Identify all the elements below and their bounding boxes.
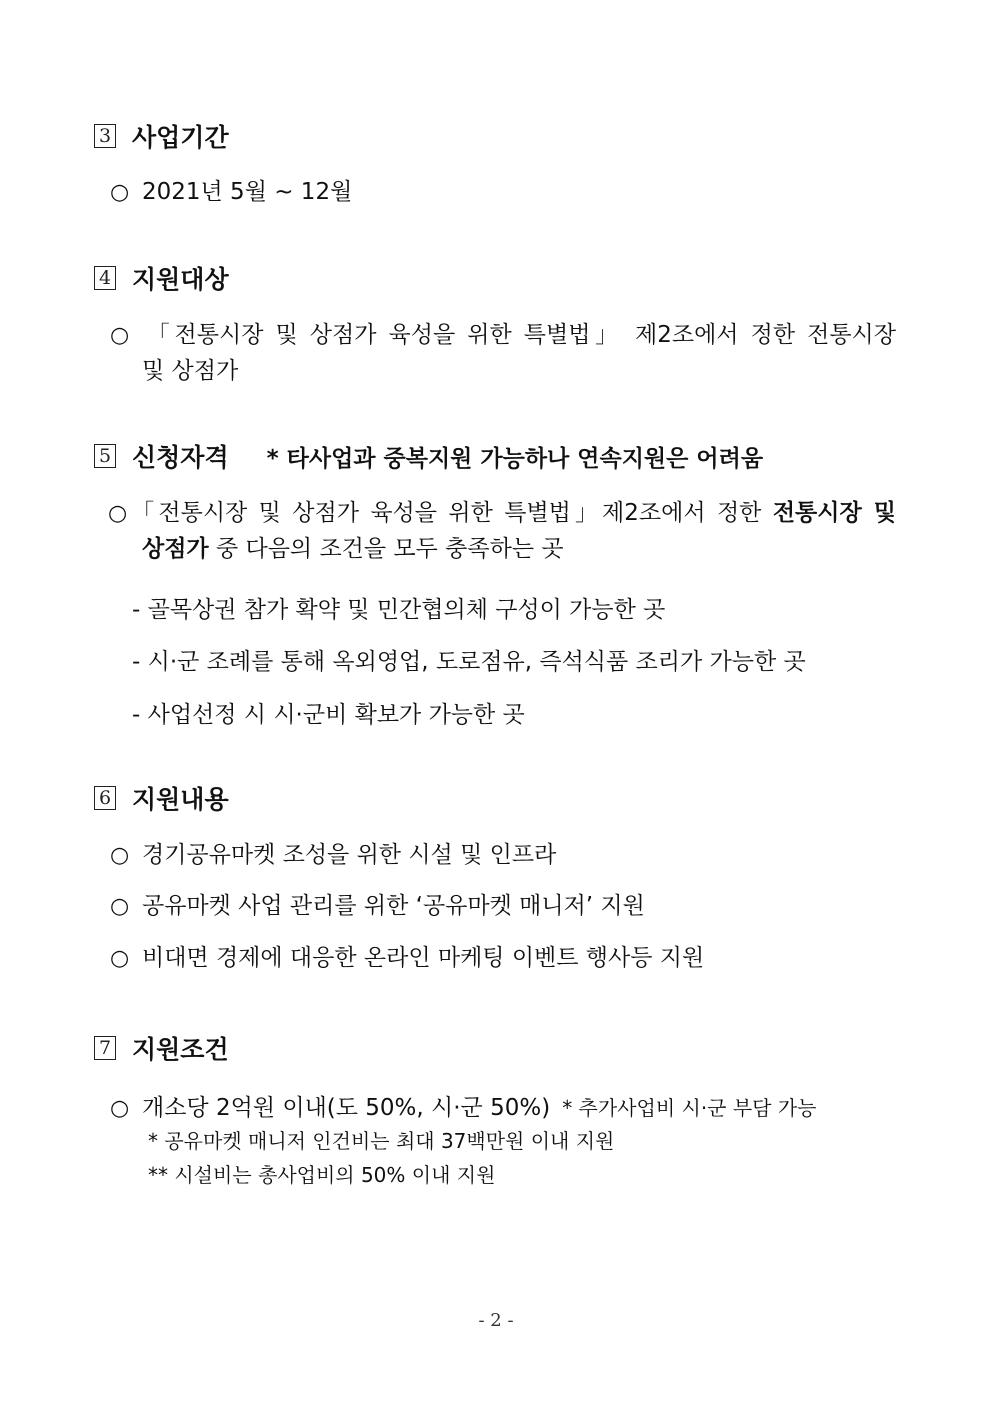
dash-item: - 시·군 조례를 통해 옥외영업, 도로점유, 즉석식품 조리가 가능한 곳 — [132, 649, 806, 675]
bullet-item — [110, 1090, 896, 1127]
circle-bullet-icon: ○ — [110, 1096, 130, 1121]
section-number: 4 — [94, 266, 116, 290]
bullet-text: 경기공유마켓 조성을 위한 시설 및 인프라 — [142, 842, 557, 868]
section-number: 3 — [94, 124, 116, 148]
circle-bullet-icon: ○ — [110, 323, 130, 348]
bullet-item — [110, 888, 896, 925]
section-4-heading — [94, 260, 229, 296]
section-number: 6 — [94, 786, 116, 810]
circle-bullet-icon: ○ — [110, 180, 130, 205]
bullet-bold-text: 상점가 — [142, 536, 209, 562]
section-title: 지원내용 — [132, 785, 229, 814]
bullet-text-line1: 「전통시장 및 상점가 육성을 위한 특별법」 제2조에서 정한 전통시장 — [142, 322, 896, 348]
bullet-text: 개소당 2억원 이내(도 50%, 시·군 50%) — [142, 1095, 551, 1121]
section-5-heading — [94, 438, 763, 474]
inline-note: * 추가사업비 시·군 부담 가능 — [562, 1096, 817, 1120]
bullet-bold-text: 전통시장 및 — [772, 500, 896, 526]
section-number: 5 — [94, 444, 116, 468]
footnote: * 공유마켓 매니저 인건비는 최대 37백만원 이내 지원 — [148, 1129, 615, 1153]
bullet-text-line1: 「전통시장 및 상점가 육성을 위한 특별법」제2조에서 정한 — [131, 500, 773, 526]
page-number: - 2 - — [478, 1310, 514, 1331]
bullet-item — [110, 940, 896, 977]
section-title: 지원대상 — [132, 265, 229, 294]
bullet-item — [110, 317, 896, 354]
section-6-heading — [94, 780, 229, 816]
circle-bullet-icon: ○ — [110, 843, 130, 868]
bullet-text: 2021년 5월 ~ 12월 — [142, 179, 353, 205]
circle-bullet-icon: ○ — [110, 894, 130, 919]
section-number: 7 — [94, 1036, 116, 1060]
bullet-item — [110, 174, 896, 211]
dash-item: - 사업선정 시 시·군비 확보가 가능한 곳 — [132, 702, 525, 728]
section-title: 신청자격 — [132, 443, 229, 472]
bullet-item — [110, 837, 896, 874]
dash-item: - 골목상권 참가 확약 및 민간협의체 구성이 가능한 곳 — [132, 597, 666, 623]
bullet-text: 중 다음의 조건을 모두 충족하는 곳 — [208, 536, 564, 562]
section-7-heading — [94, 1030, 229, 1066]
bullet-text-line2: 및 상점가 — [142, 358, 239, 384]
circle-bullet-icon: ○ — [110, 946, 130, 971]
section-note: * 타사업과 중복지원 가능하나 연속지원은 어려움 — [266, 445, 764, 472]
bullet-text-line2 — [142, 531, 564, 567]
bullet-item — [108, 495, 896, 532]
section-3-heading — [94, 118, 229, 154]
section-title: 사업기간 — [132, 123, 229, 152]
bullet-text: 비대면 경제에 대응한 온라인 마케팅 이벤트 행사등 지원 — [142, 945, 705, 971]
circle-bullet-icon: ○ — [108, 501, 132, 526]
bullet-text: 공유마켓 사업 관리를 위한 ‘공유마켓 매니저’ 지원 — [142, 893, 645, 919]
section-title: 지원조건 — [132, 1035, 229, 1064]
footnote: ** 시설비는 총사업비의 50% 이내 지원 — [148, 1163, 496, 1187]
